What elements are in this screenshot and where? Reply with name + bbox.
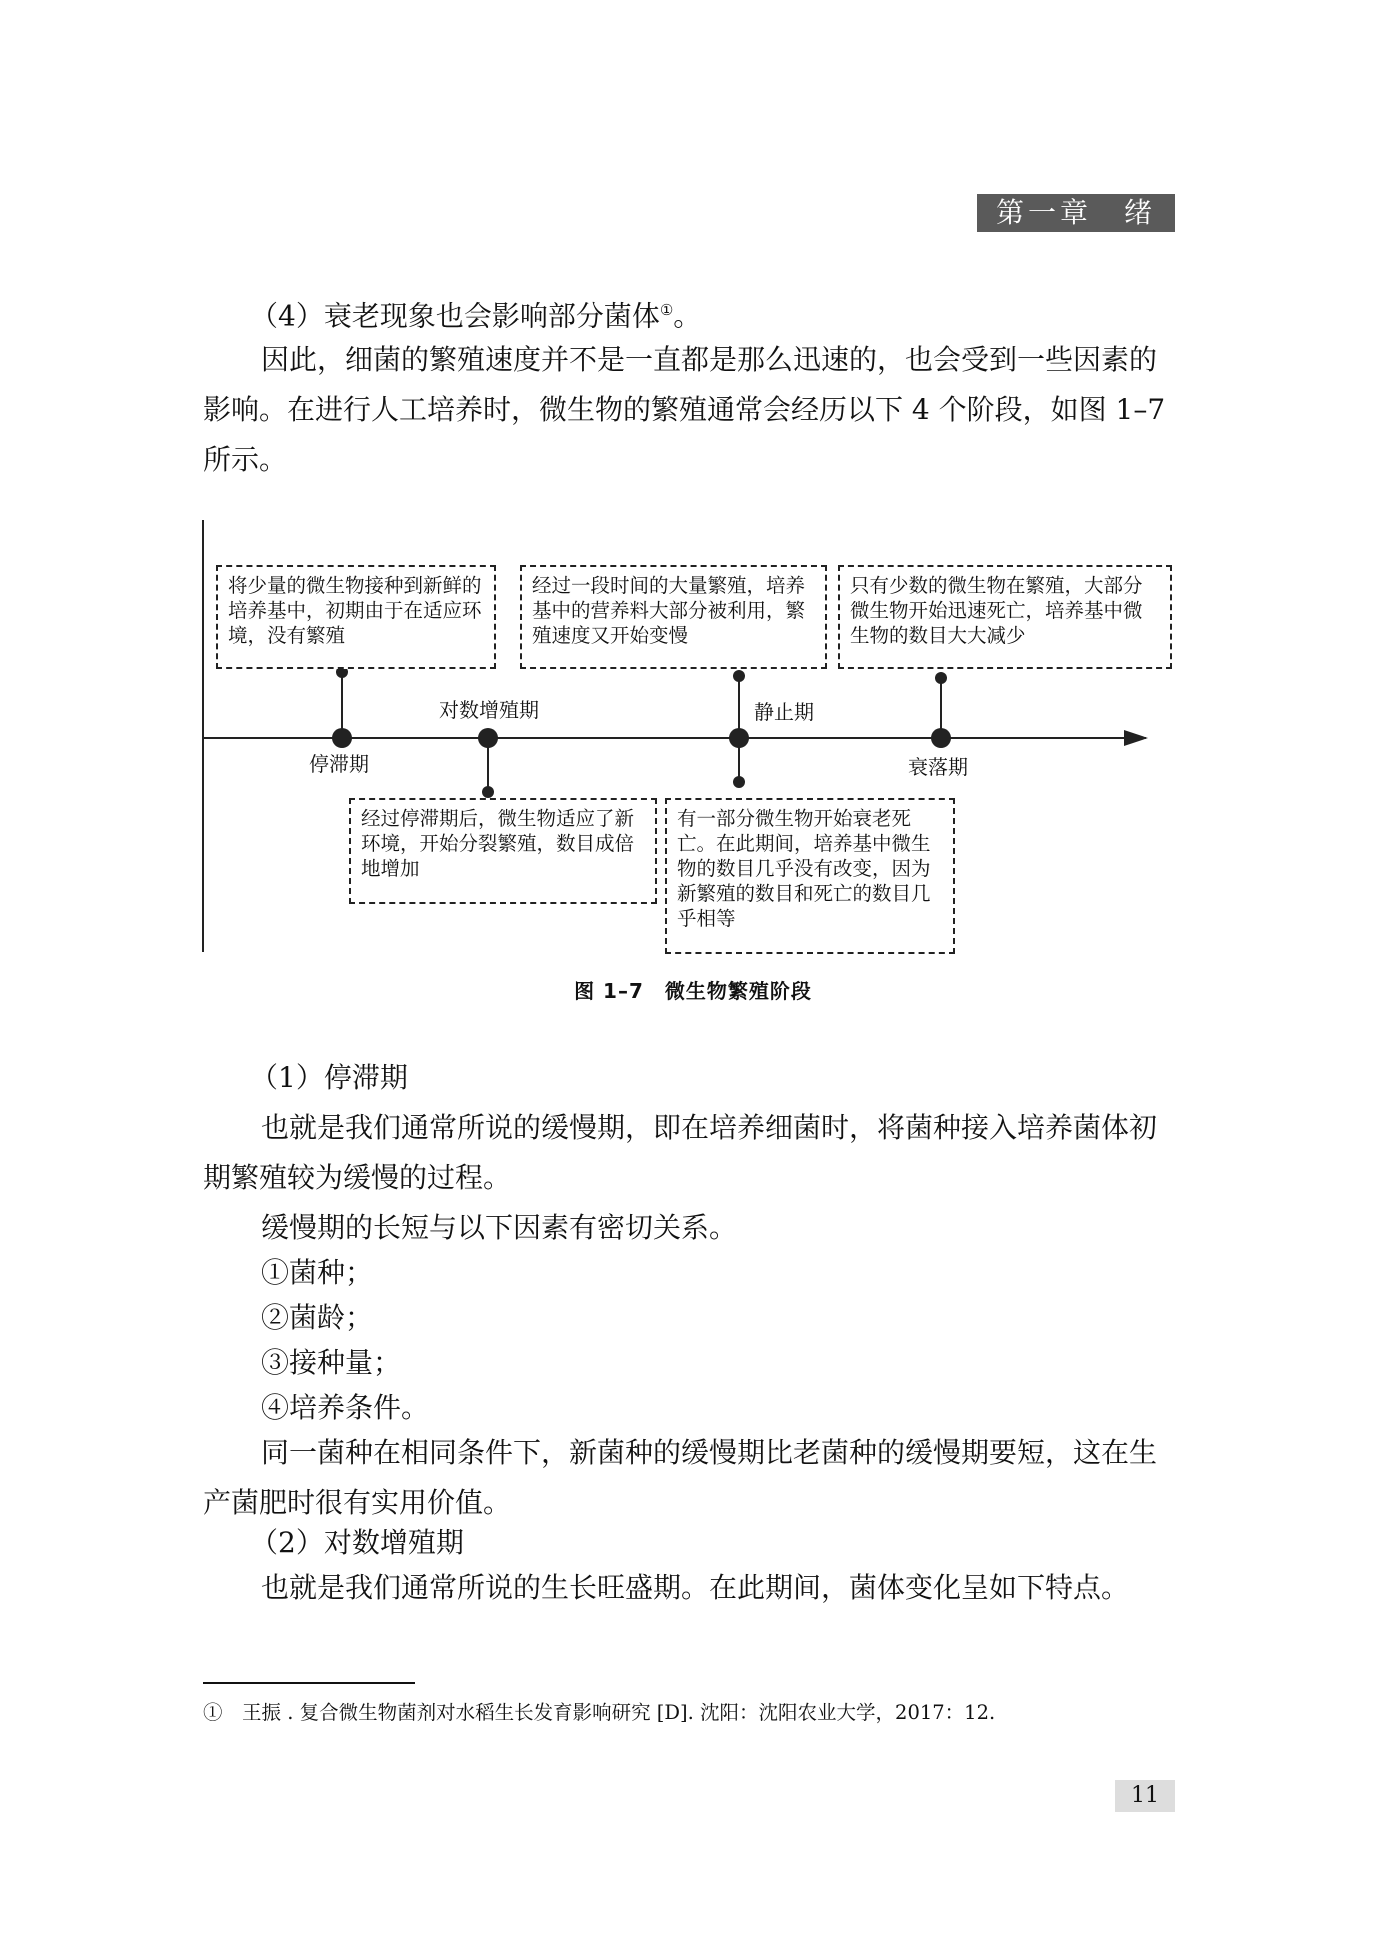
footnote-divider <box>203 1682 415 1684</box>
stem-dot-log-phase <box>482 786 494 798</box>
node-log-phase <box>478 728 498 748</box>
section1-title: （1）停滞期 <box>250 1061 408 1094</box>
stem-dot-decline-phase <box>935 672 947 684</box>
growth-phase-diagram <box>196 512 1176 952</box>
label-decline-phase: 衰落期 <box>908 755 968 779</box>
chapter-header: 第一章 绪 论 <box>977 194 1175 232</box>
section2-title: （2）对数增殖期 <box>250 1526 464 1559</box>
comparison-paragraph: 同一菌种在相同条件下，新菌种的缓慢期比老菌种的缓慢期要短，这在生产菌肥时很有实用价值。 <box>203 1436 1158 1519</box>
section2-desc: 也就是我们通常所说的生长旺盛期。在此期间，菌体变化呈如下特点。 <box>261 1571 1130 1604</box>
factor-item: ②菌龄； <box>261 1301 374 1334</box>
figure-caption: 图 1–7 微生物繁殖阶段 <box>574 979 812 1003</box>
intro-summary: 因此，细菌的繁殖速度并不是一直都是那么迅速的，也会受到一些因素的影响。在进行人工培养时，微生物的繁殖通常会经历以下 4 个阶段，如图 1–7 所示。 <box>203 343 1166 476</box>
label-log-phase: 对数增殖期 <box>439 698 539 722</box>
node-stationary-phase <box>729 728 749 748</box>
note-lag-phase: 将少量的微生物接种到新鲜的培养基中，初期由于在适应环境，没有繁殖 <box>216 565 496 669</box>
note-log-phase: 经过停滞期后，微生物适应了新环境，开始分裂繁殖，数目成倍地增加 <box>349 798 657 904</box>
page-number: 11 <box>1115 1780 1175 1812</box>
section1-desc: 也就是我们通常所说的缓慢期，即在培养细菌时，将菌种接入培养菌体初期繁殖较为缓慢的过程。 <box>203 1111 1158 1194</box>
node-decline-phase <box>931 728 951 748</box>
node-lag-phase <box>332 728 352 748</box>
note-stationary-bottom: 有一部分微生物开始衰老死亡。在此期间，培养基中微生物的数目几乎没有改变，因为新繁殖的数目和死亡的数目几乎相等 <box>665 798 955 954</box>
factor-item: ③接种量； <box>261 1346 402 1379</box>
footnote-mark: ① <box>659 301 674 319</box>
label-lag-phase: 停滞期 <box>309 752 369 776</box>
note-decline-phase: 只有少数的微生物在繁殖，大部分微生物开始迅速死亡，培养基中微生物的数目大大减少 <box>838 565 1172 669</box>
stem-dot-stationary-bottom <box>733 776 745 788</box>
note-stationary-top: 经过一段时间的大量繁殖，培养基中的营养料大部分被利用，繁殖速度又开始变慢 <box>520 565 827 669</box>
factor-item: ①菌种； <box>261 1256 374 1289</box>
factors-intro: 缓慢期的长短与以下因素有密切关系。 <box>261 1211 738 1244</box>
factor-item: ④培养条件。 <box>261 1391 430 1424</box>
intro-item4: （4）衰老现象也会影响部分菌体①。 <box>250 299 702 333</box>
footnote-text: ① 王振 . 复合微生物菌剂对水稻生长发育影响研究 [D]. 沈阳：沈阳农业大学，2017：12. <box>203 1701 996 1724</box>
label-stationary-phase: 静止期 <box>754 700 814 724</box>
stem-dot-stationary-top <box>733 670 745 682</box>
